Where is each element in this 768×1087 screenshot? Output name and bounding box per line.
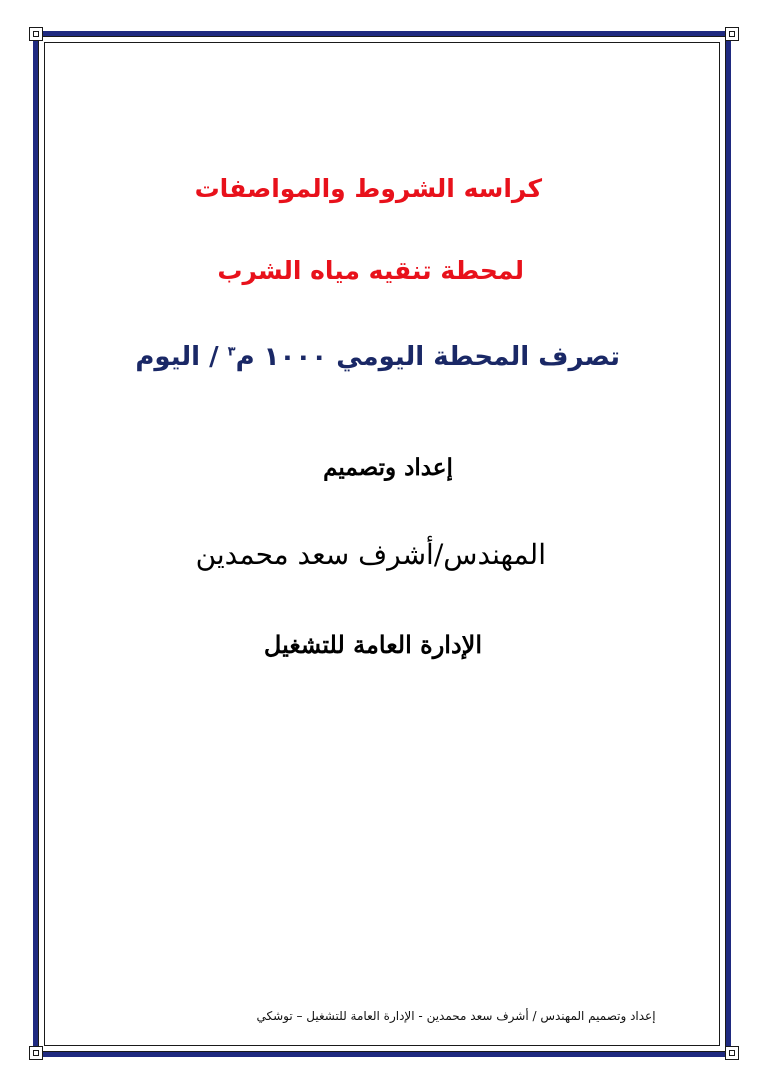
document-title: كراسه الشروط والمواصفات xyxy=(194,174,542,203)
capacity-text: تصرف المحطة اليومي ١٠٠٠ م xyxy=(235,342,620,372)
engineer-name: المهندس/أشرف سعد محمدين xyxy=(195,538,546,571)
border-corner-top-left xyxy=(29,27,43,41)
department-name: الإدارة العامة للتشغيل xyxy=(263,630,482,659)
page-footer: إعداد وتصميم المهندس / أشرف سعد محمدين - الإدارة العامة للتشغيل – توشكي xyxy=(256,1009,656,1023)
prepared-by-label: إعداد وتصميم xyxy=(323,454,453,481)
border-corner-bottom-left xyxy=(29,1046,43,1060)
border-corner-bottom-right xyxy=(725,1046,739,1060)
capacity-unit: / اليوم xyxy=(135,342,228,372)
document-subtitle: لمحطة تنقيه مياه الشرب xyxy=(217,256,524,285)
border-corner-top-right xyxy=(725,27,739,41)
capacity-cube-superscript: ٣ xyxy=(227,344,236,360)
station-capacity xyxy=(135,342,620,372)
